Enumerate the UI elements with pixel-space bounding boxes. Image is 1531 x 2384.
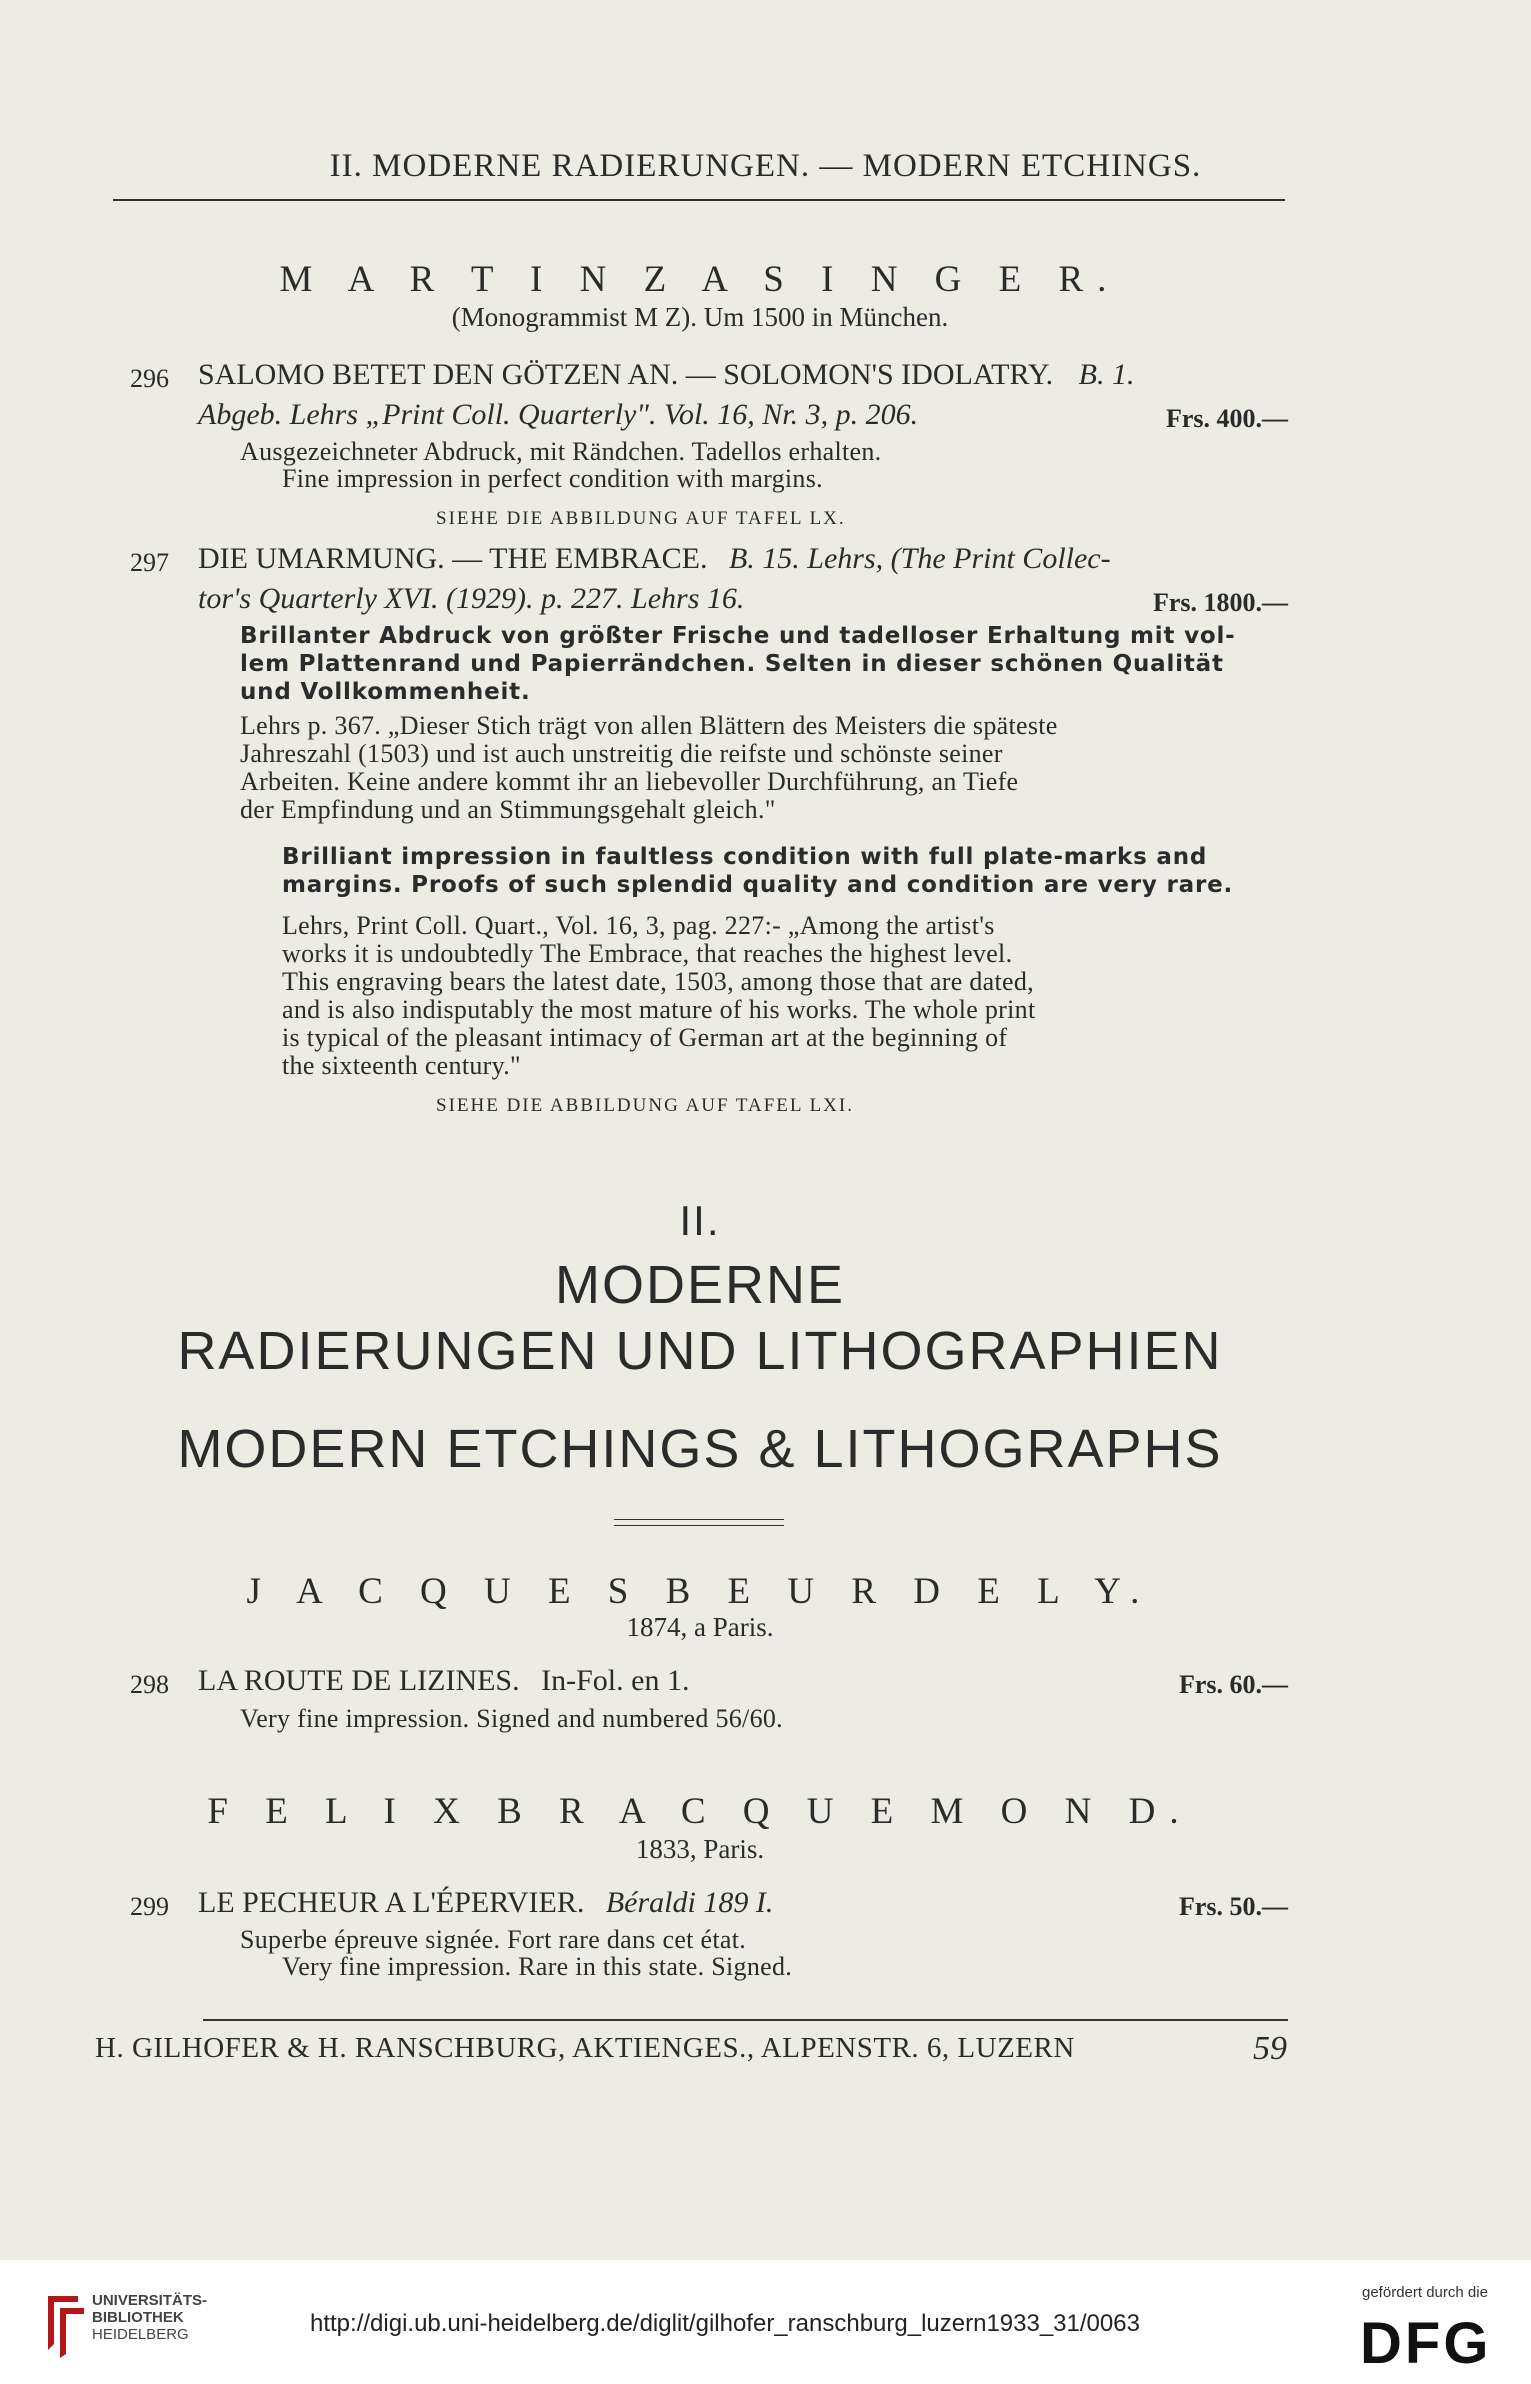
lot-297-plate-ref: SIEHE DIE ABBILDUNG AUF TAFEL LXI. [436,1095,854,1116]
university-library-logo-icon [38,2288,88,2358]
lot-299 [130,1886,1288,1926]
lot-price: Frs. 50.— [1178,1892,1288,1921]
lot-297-quote-en-3: This engraving bears the latest date, 1503, among those that are dated, [282,967,1034,996]
artist-sub-zasinger: (Monogrammist M Z). Um 1500 in München. [451,302,949,332]
lot-297-quote-de-2: Jahreszahl (1503) und ist auch unstreitig die reifste und schönste seiner [240,739,1003,768]
artist-name-beurdeley: J A C Q U E S B E U R D E L Y. [246,1571,1154,1612]
lot-297-quote-en-1: Lehrs, Print Coll. Quart., Vol. 16, 3, pag. 227:- „Among the artist's [282,911,995,940]
lot-297-quote-en-2: works it is undoubtedly The Embrace, that reaches the highest level. [282,939,1013,968]
lot-reference: Béraldi 189 I. [605,1886,774,1919]
funded-by-label: gefördert durch die [1362,2284,1488,2301]
lot-reference-line: tor's Quarterly XVI. (1929). p. 227. Lehrs 16. [198,582,745,615]
lot-297-bold-en-1: Brilliant impression in faultless condition with full plate-marks and [282,844,1208,870]
lot-297-quote-de-1: Lehrs p. 367. „Dieser Stich trägt von allen Blättern des Meisters die späteste [240,711,1058,740]
dfg-logo: DFG [1360,2311,1492,2376]
lot-reference: B. 15. Lehrs, (The Print Collec- [728,542,1111,575]
lot-299-desc-2: Very fine impression. Rare in this state. Signed. [282,1952,793,1981]
artist-name-bracquemond: F E L I X B R A C Q U E M O N D. [207,1791,1193,1832]
lot-price: Frs. 1800.— [1152,588,1288,617]
lot-297-bold-en-2: margins. Proofs of such splendid quality and condition are very rare. [282,872,1234,898]
artist-sub-bracquemond: 1833, Paris. [635,1834,765,1864]
footer-rule [203,2019,1288,2021]
source-url-link[interactable]: http://digi.ub.uni-heidelberg.de/diglit/gilhofer_ranschburg_luzern1933_31/0063 [310,2310,1140,2337]
artist-sub-beurdeley: 1874, a Paris. [626,1612,774,1642]
header-rule [113,199,1285,201]
lot-297-bold-de-2: lem Plattenrand und Papierrändchen. Selten in dieser schönen Qualität [240,651,1224,677]
lot-title-text: LA ROUTE DE LIZINES. [198,1664,520,1697]
section-numeral: II. [679,1197,721,1244]
lot-297-bold-de-1: Brillanter Abdruck von größter Frische und tadelloser Erhaltung mit vol- [240,623,1236,649]
lot-title [198,358,1134,392]
lot-format: In-Fol. en 1. [541,1664,690,1697]
page-number: 59 [1253,2030,1287,2067]
lot-reference-line: Abgeb. Lehrs „Print Coll. Quarterly". Vol. 16, Nr. 3, p. 206. [198,398,919,431]
lot-price: Frs. 400.— [1165,404,1288,433]
lot-title [198,542,1111,576]
lot-298 [130,1664,1288,1704]
lot-299-desc-1: Superbe épreuve signée. Fort rare dans cet état. [240,1925,747,1954]
section-title-3: MODERN ETCHINGS & LITHOGRAPHS [177,1419,1223,1479]
digitization-bar [0,2260,1531,2384]
lot-297-quote-en-6: the sixteenth century." [282,1051,521,1080]
lot-296-desc-1: Ausgezeichneter Abdruck, mit Rändchen. Tadellos erhalten. [240,437,882,466]
lot-296-desc-2: Fine impression in perfect condition with margins. [282,464,823,493]
lot-title [198,1886,773,1920]
lot-number: 299 [130,1892,169,1921]
section-title-2: RADIERUNGEN UND LITHOGRAPHIEN [177,1321,1223,1381]
lot-title-text: LE PECHEUR A L'ÉPERVIER. [198,1886,585,1919]
section-title-1: MODERNE [554,1255,845,1315]
lot-number: 298 [130,1670,169,1699]
lot-number: 297 [130,548,169,577]
lot-297 [130,542,1288,622]
section-double-rule-top [614,1519,784,1520]
lot-number: 296 [130,364,169,393]
lot-reference: B. 1. [1078,358,1135,391]
lot-297-quote-de-3: Arbeiten. Keine andere kommt ihr an liebevoller Durchführung, an Tiefe [240,767,1019,796]
lot-title-text: SALOMO BETET DEN GÖTZEN AN. — SOLOMON'S IDOLATRY. [198,358,1054,391]
lot-297-bold-de-3: und Vollkommenheit. [240,679,531,705]
artist-name-zasinger: M A R T I N Z A S I N G E R. [279,259,1121,300]
lot-297-quote-de-4: der Empfindung und an Stimmungsgehalt gleich." [240,795,776,824]
university-library-name: UNIVERSITÄTS- BIBLIOTHEK HEIDELBERG [92,2292,208,2343]
section-double-rule-bottom [614,1525,784,1526]
footer-publisher: H. GILHOFER & H. RANSCHBURG, AKTIENGES., ALPENSTR. 6, LUZERN [95,2032,1075,2064]
running-head: II. MODERNE RADIERUNGEN. — MODERN ETCHINGS. [329,148,1202,184]
lot-297-quote-en-5: is typical of the pleasant intimacy of German art at the beginning of [282,1023,1008,1052]
lot-296-plate-ref: SIEHE DIE ABBILDUNG AUF TAFEL LX. [436,508,846,529]
lot-298-desc: Very fine impression. Signed and numbered 56/60. [240,1704,783,1733]
lot-297-quote-en-4: and is also indisputably the most mature of his works. The whole print [282,995,1036,1024]
lot-price: Frs. 60.— [1178,1670,1288,1699]
lot-296 [130,358,1288,438]
lot-title [198,1664,689,1698]
lot-title-text: DIE UMARMUNG. — THE EMBRACE. [198,542,708,575]
